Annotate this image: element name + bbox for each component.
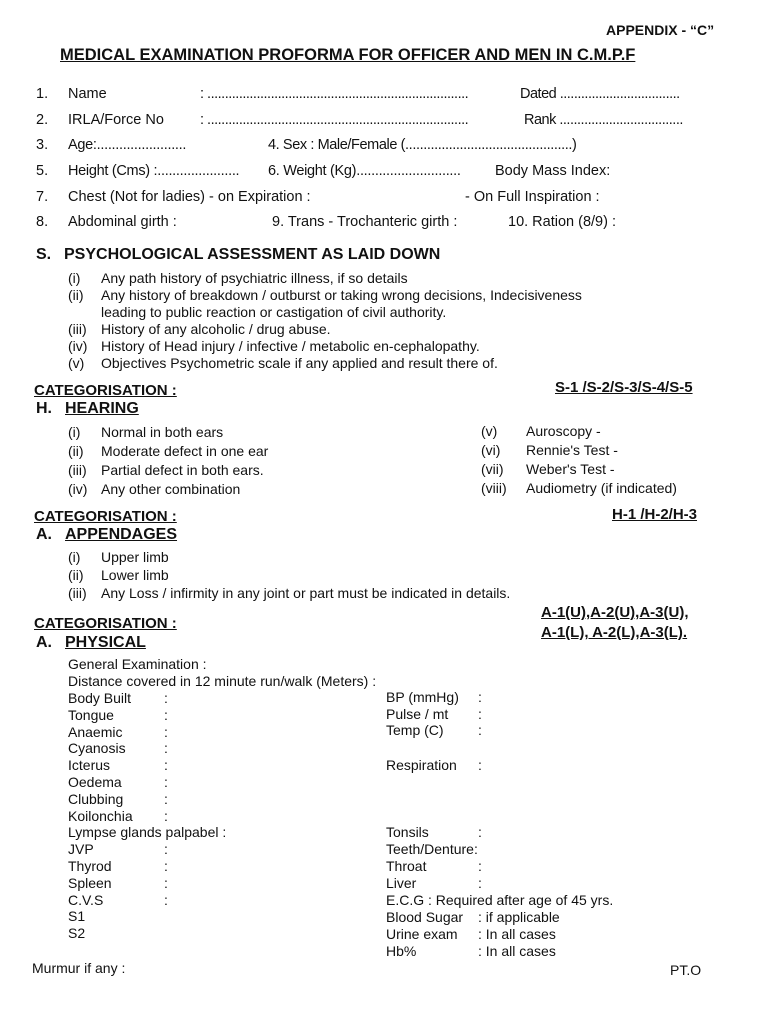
psych-categorisation-value: S-1 /S-2/S-3/S-4/S-5 [555, 379, 693, 396]
field-row-age-sex [0, 137, 768, 157]
hearing-section-letter: H. [36, 400, 52, 417]
appendix-label: APPENDIX - “C” [606, 22, 715, 38]
row-number: 1. [36, 86, 49, 102]
psych-item-number: (iii) [68, 321, 87, 337]
appendage-item-number: (i) [68, 549, 81, 565]
exam-field-right-colon: : In all cases [478, 943, 556, 959]
exam-field-colon: : [164, 723, 168, 740]
irla-label: IRLA/Force No [68, 112, 164, 128]
field-row-height-weight [0, 163, 768, 183]
hearing-test-text: Weber's Test - [526, 461, 615, 477]
distance-covered-label: Distance covered in 12 minute run/walk (Meters) : [68, 673, 377, 689]
physical-section-heading: PHYSICAL [65, 634, 146, 651]
exam-field-right-label: Blood Sugar [386, 909, 464, 925]
abdominal-girth-label: Abdominal girth : [68, 214, 177, 230]
hearing-section-heading: HEARING [65, 400, 139, 417]
page-turn-over-label: PT.O [670, 962, 702, 978]
field-row-irla [0, 112, 768, 132]
exam-field-colon: : [164, 706, 168, 723]
exam-field-colon: : [164, 790, 168, 807]
exam-field-right-label: Hb% [386, 943, 417, 959]
appendage-item-text: Upper limb [101, 549, 169, 565]
hearing-item-text: Partial defect in both ears. [101, 462, 264, 478]
exam-field-right-label: Throat [386, 858, 427, 874]
appendages-section-heading: APPENDAGES [65, 526, 178, 543]
psych-item-text: History of any alcoholic / drug abuse. [101, 321, 331, 337]
hearing-test-number: (v) [481, 423, 498, 439]
hearing-item-text: Moderate defect in one ear [101, 443, 269, 459]
exam-field-label: Icterus [68, 757, 111, 774]
appendages-section-letter: A. [36, 526, 52, 543]
exam-field-label: Lympse glands palpabel : [68, 824, 227, 841]
exam-field-right-label: Teeth/Denture: [386, 841, 478, 857]
appendage-item-number: (iii) [68, 585, 87, 601]
row-number: 8. [36, 214, 49, 230]
irla-field[interactable]: : .......................................................................... [200, 112, 469, 128]
exam-field-colon: : [164, 841, 168, 858]
hearing-item-text: Any other combination [101, 481, 241, 497]
appendage-item-text: Lower limb [101, 567, 169, 583]
field-row-name [0, 86, 768, 106]
dated-field[interactable]: Dated .................................. [520, 86, 680, 102]
hearing-item-number: (i) [68, 424, 81, 440]
murmur-label: Murmur if any : [32, 960, 126, 976]
psych-categorisation-label: CATEGORISATION : [34, 382, 177, 399]
exam-field-right-colon: : [478, 824, 482, 840]
physical-section-letter: A. [36, 634, 52, 651]
hearing-test-text: Rennie's Test - [526, 442, 618, 458]
exam-field-right-label: Liver [386, 875, 417, 891]
psych-item-number: (i) [68, 270, 81, 286]
respiration-label: Respiration [386, 757, 457, 773]
exam-field-label: S2 [68, 925, 86, 942]
hearing-test-number: (viii) [481, 480, 507, 496]
exam-field-label: Tongue [68, 706, 114, 723]
appendage-item-text: Any Loss / infirmity in any joint or part must be indicated in details. [101, 585, 511, 601]
hearing-item-number: (iv) [68, 481, 88, 497]
psych-item-text: History of Head injury / infective / metabolic en-cephalopathy. [101, 338, 480, 354]
vital-field-colon: : [478, 689, 482, 705]
row-number: 2. [36, 112, 49, 128]
appendages-categorisation-label: CATEGORISATION : [34, 615, 177, 632]
chest-inspiration-label: - On Full Inspiration : [465, 189, 600, 205]
respiration-colon: : [478, 757, 482, 773]
exam-field-label: Body Built [68, 690, 132, 706]
appendages-categorisation-upper: A-1(U),A-2(U),A-3(U), [541, 604, 689, 621]
name-label: Name [68, 86, 107, 102]
row-number: 3. [36, 137, 49, 153]
document-title: MEDICAL EXAMINATION PROFORMA FOR OFFICER AND MEN IN C.M.P.F [60, 46, 636, 64]
hearing-test-text: Audiometry (if indicated) [526, 480, 677, 496]
exam-field-right-label: Urine exam [386, 926, 458, 942]
vital-field-label: BP (mmHg) [386, 689, 459, 705]
hearing-item-text: Normal in both ears [101, 424, 224, 440]
hearing-test-number: (vii) [481, 461, 504, 477]
exam-field-label: Koilonchia [68, 807, 133, 824]
exam-field-label: Spleen [68, 874, 112, 891]
weight-field[interactable]: 6. Weight (Kg)............................ [268, 163, 461, 179]
psych-item-text: leading to public reaction or castigation of civil authority. [101, 304, 447, 320]
exam-field-right-label: Tonsils [386, 824, 429, 840]
exam-field-label: Thyrod [68, 858, 112, 874]
appendage-item-number: (ii) [68, 567, 84, 583]
appendages-categorisation-lower: A-1(L), A-2(L),A-3(L). [541, 624, 688, 641]
row-number: 7. [36, 189, 49, 205]
exam-field-right-colon: : if applicable [478, 909, 560, 925]
exam-field-label: Cyanosis [68, 740, 126, 757]
vital-field-label: Pulse / mt [386, 705, 449, 722]
bmi-label: Body Mass Index: [495, 163, 611, 179]
row-number: 5. [36, 163, 49, 179]
vital-field-label: Temp (C) [386, 722, 444, 738]
vital-field-colon: : [478, 705, 482, 722]
exam-field-colon: : [164, 690, 168, 706]
psych-section-heading: PSYCHOLOGICAL ASSESSMENT AS LAID DOWN [64, 246, 441, 263]
name-field[interactable]: : .......................................................................... [200, 86, 469, 102]
field-row-girth [0, 214, 768, 234]
hearing-categorisation-value: H-1 /H-2/H-3 [612, 506, 698, 523]
trochanteric-girth-label: 9. Trans - Trochanteric girth : [272, 214, 458, 230]
psych-item-text: Objectives Psychometric scale if any applied and result there of. [101, 355, 498, 371]
field-row-chest [0, 189, 768, 209]
exam-field-label: C.V.S [68, 891, 104, 908]
hearing-test-text: Auroscopy - [526, 423, 601, 439]
exam-field-colon: : [164, 858, 168, 874]
exam-field-label: S1 [68, 908, 86, 925]
psych-item-text: Any path history of psychiatric illness, if so details [101, 270, 408, 286]
sex-field[interactable]: 4. Sex : Male/Female (..............................................) [268, 137, 577, 153]
hearing-item-number: (ii) [68, 443, 84, 459]
age-field[interactable]: Age:........................ [68, 137, 187, 153]
hearing-test-number: (vi) [481, 442, 501, 458]
psych-item-text: Any history of breakdown / outburst or taking wrong decisions, Indecisiveness [101, 287, 582, 303]
height-field[interactable]: Height (Cms) :...................... [68, 163, 240, 179]
exam-field-right-colon: : [478, 875, 482, 891]
psych-section-letter: S. [36, 246, 52, 263]
general-examination-label: General Examination : [68, 656, 207, 672]
chest-expiration-label: Chest (Not for ladies) - on Expiration : [68, 189, 311, 205]
psych-item-number: (ii) [68, 287, 84, 303]
exam-field-colon: : [164, 740, 168, 757]
exam-field-colon: : [164, 774, 168, 790]
vital-field-colon: : [478, 722, 482, 738]
ration-label: 10. Ration (8/9) : [508, 214, 616, 230]
exam-field-right-colon: : In all cases [478, 926, 556, 942]
exam-field-colon: : [164, 891, 168, 908]
rank-field[interactable]: Rank ................................... [524, 112, 683, 128]
exam-field-colon: : [164, 757, 168, 774]
exam-field-colon: : [164, 874, 168, 891]
psych-item-number: (iv) [68, 338, 88, 354]
hearing-categorisation-label: CATEGORISATION : [34, 508, 177, 525]
exam-field-right-colon: : [478, 858, 482, 874]
exam-field-colon: : [164, 807, 168, 824]
psych-item-number: (v) [68, 355, 85, 371]
exam-field-right-label: E.C.G : Required after age of 45 yrs. [386, 892, 614, 908]
exam-field-label: Clubbing [68, 790, 124, 807]
exam-field-label: JVP [68, 841, 94, 858]
hearing-item-number: (iii) [68, 462, 87, 478]
exam-field-label: Oedema [68, 774, 122, 790]
exam-field-label: Anaemic [68, 723, 123, 740]
